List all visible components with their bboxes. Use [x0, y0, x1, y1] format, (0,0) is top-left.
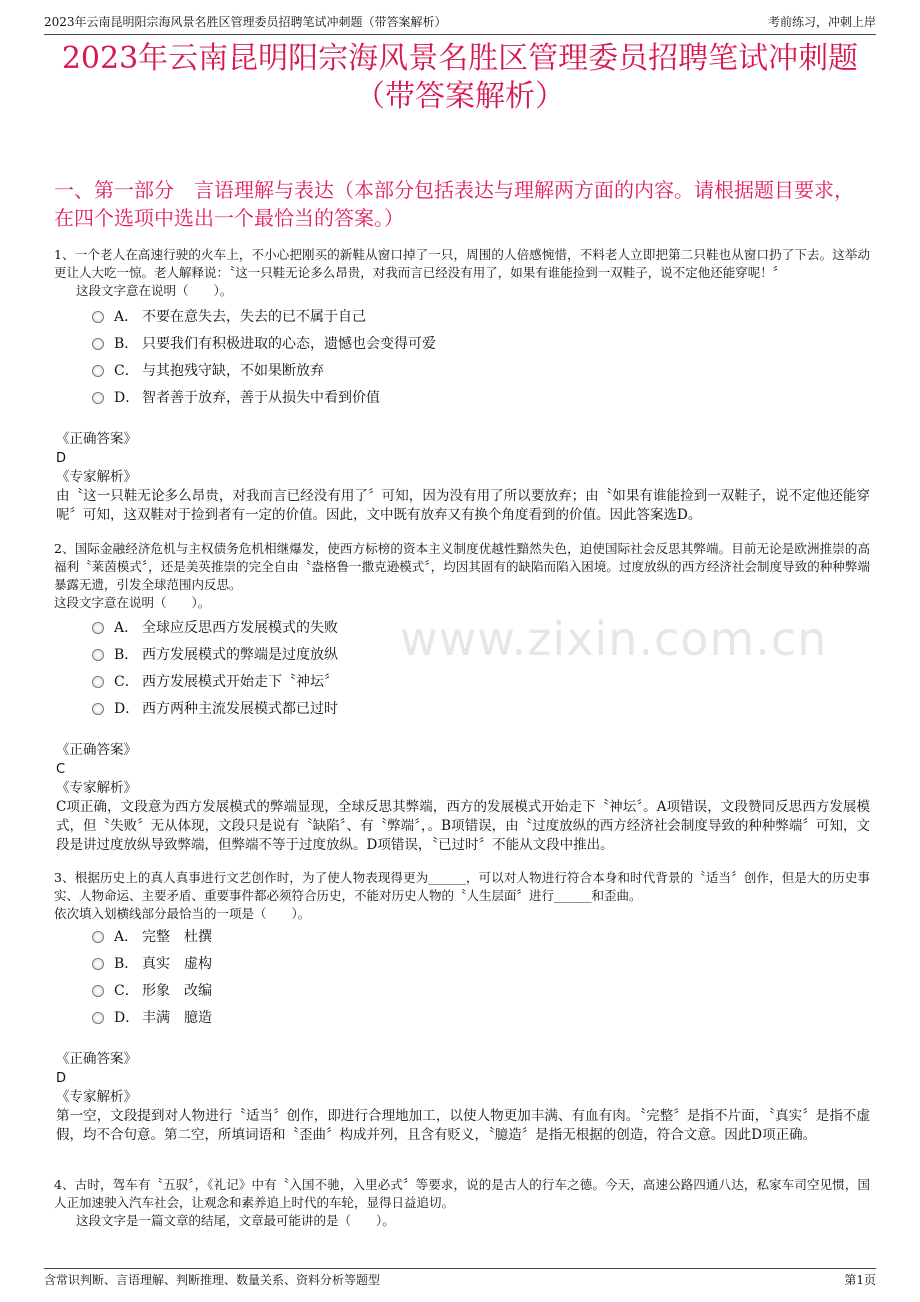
option-text: 与其抱残守缺，不如果断放弃	[142, 363, 324, 379]
radio-icon[interactable]	[92, 958, 104, 970]
radio-icon[interactable]	[92, 338, 104, 350]
option-c[interactable]: C． 西方发展模式开始走下〝神坛〞	[92, 669, 338, 696]
option-text: 形象 改编	[142, 983, 212, 999]
option-c[interactable]: C． 形象 改编	[92, 978, 212, 1005]
option-d[interactable]: D． 丰满 臆造	[92, 1005, 212, 1032]
footer-description: 含常识判断、言语理解、判断推理、数量关系、资料分析等题型	[44, 1273, 381, 1287]
radio-icon[interactable]	[92, 676, 104, 688]
section-heading: 一、第一部分 言语理解与表达（本部分包括表达与理解两方面的内容。请根据题目要求，在四个选项中选出一个最恰当的答案。）	[54, 178, 854, 230]
option-text: 不要在意失去，失去的已不属于自己	[142, 309, 366, 325]
radio-icon[interactable]	[92, 311, 104, 323]
watermark: www.zixin.com.cn	[400, 612, 828, 666]
option-text: 只要我们有积极进取的心态，遗憾也会变得可爱	[142, 336, 436, 352]
options-q1	[92, 304, 436, 412]
correct-answer: D	[56, 1071, 67, 1086]
option-c[interactable]: C． 与其抱残守缺，不如果断放弃	[92, 358, 436, 385]
expert-analysis: 由〝这一只鞋无论多么昂贵，对我而言已经没有用了〞可知，因为没有用了所以要放弃；由〝如果有谁能捡到一双鞋子，说不定他还能穿呢〞可知，这双鞋对于捡到者有一定的价值。因此，文中既有放弃又有换个角度看到的价值。因此答案选D。	[56, 488, 870, 523]
page-footer	[44, 1268, 876, 1291]
question-1	[54, 246, 870, 300]
question-prompt: 依次填入划横线部分最恰当的一项是（ ）。	[54, 906, 311, 921]
radio-icon[interactable]	[92, 622, 104, 634]
answer-block-q1	[56, 430, 870, 525]
option-b[interactable]: B． 只要我们有积极进取的心态，遗憾也会变得可爱	[92, 331, 436, 358]
radio-icon[interactable]	[92, 931, 104, 943]
header-doc-title: 2023年云南昆明阳宗海风景名胜区管理委员招聘笔试冲刺题（带答案解析）	[44, 15, 447, 29]
correct-answer: C	[56, 762, 66, 777]
page-title-line2: （带答案解析）	[355, 79, 565, 114]
question-stem: 2、国际金融经济危机与主权债务危机相继爆发，使西方标榜的资本主义制度优越性黯然失色，迫使国际社会反思其弊端。目前无论是欧洲推崇的高福利〝莱茵模式〞，还是美英推崇的完全自由〝盎格鲁一撒克逊模式〞，均因其固有的缺陷而陷入困境。过度放纵的西方经济社会制度导致的种种弊端暴露无遗，引发全球范围内反思。	[54, 541, 870, 592]
page-title	[40, 40, 880, 116]
radio-icon[interactable]	[92, 365, 104, 377]
option-b[interactable]: B． 西方发展模式的弊端是过度放纵	[92, 642, 338, 669]
expert-analysis-label: 《专家解析》	[56, 780, 137, 796]
option-text: 西方两种主流发展模式都已过时	[142, 701, 338, 717]
option-a[interactable]: A． 完整 杜撰	[92, 924, 212, 951]
radio-icon[interactable]	[92, 1012, 104, 1024]
option-a[interactable]: A． 全球应反思西方发展模式的失败	[92, 615, 338, 642]
question-2	[54, 540, 870, 612]
correct-answer: D	[56, 451, 67, 466]
page-number: 第1页	[844, 1273, 876, 1287]
header-slogan: 考前练习，冲刺上岸	[767, 15, 876, 29]
option-text: 西方发展模式的弊端是过度放纵	[142, 647, 338, 663]
page-title-line1: 2023年云南昆明阳宗海风景名胜区管理委员招聘笔试冲刺题	[61, 41, 859, 76]
question-stem: 3、根据历史上的真人真事进行文艺创作时，为了使人物表现得更为______，可以对人物进行符合本身和时代背景的〝适当〞创作，但是大的历史事实、人物命运、主要矛盾、重要事件都必须符合历史，不能对历史人物的〝人生层面〞进行______和歪曲。	[54, 870, 870, 903]
options-q2	[92, 615, 338, 723]
correct-answer-label: 《正确答案》	[56, 1051, 137, 1067]
options-q3	[92, 924, 212, 1032]
radio-icon[interactable]	[92, 703, 104, 715]
question-3	[54, 869, 870, 923]
option-b[interactable]: B． 真实 虚构	[92, 951, 212, 978]
correct-answer-label: 《正确答案》	[56, 431, 137, 447]
question-prompt: 这段文字是一篇文章的结尾，文章最可能讲的是（ ）。	[76, 1213, 395, 1228]
page-header	[44, 10, 876, 35]
option-text: 完整 杜撰	[142, 929, 212, 945]
radio-icon[interactable]	[92, 392, 104, 404]
radio-icon[interactable]	[92, 649, 104, 661]
question-stem: 1、一个老人在高速行驶的火车上，不小心把刚买的新鞋从窗口掉了一只，周围的人倍感惋惜，不料老人立即把第二只鞋也从窗口扔了下去。这举动更让人大吃一惊。老人解释说：〝这一只鞋无论多么昂贵，对我而言已经没有用了，如果有谁能捡到一双鞋子，说不定他还能穿呢！〞	[54, 247, 870, 280]
option-a[interactable]: A． 不要在意失去，失去的已不属于自己	[92, 304, 436, 331]
option-text: 智者善于放弃，善于从损失中看到价值	[142, 390, 380, 406]
question-prompt: 这段文字意在说明（ ）。	[54, 595, 211, 610]
option-text: 西方发展模式开始走下〝神坛〞	[142, 674, 338, 690]
option-d[interactable]: D． 智者善于放弃，善于从损失中看到价值	[92, 385, 436, 412]
expert-analysis-label: 《专家解析》	[56, 469, 137, 485]
option-d[interactable]: D． 西方两种主流发展模式都已过时	[92, 696, 338, 723]
question-4	[54, 1176, 870, 1230]
answer-block-q2	[56, 741, 870, 855]
option-text: 丰满 臆造	[142, 1010, 212, 1026]
question-prompt: 这段文字意在说明（ ）。	[76, 283, 233, 298]
radio-icon[interactable]	[92, 985, 104, 997]
expert-analysis: 第一空，文段提到对人物进行〝适当〞创作，即进行合理地加工，以使人物更加丰满、有血有肉。〝完整〞是指不片面，〝真实〞是指不虚假，均不合句意。第二空，所填词语和〝歪曲〞构成并列，且含有贬义，〝臆造〞是指无根据的创造，符合文意。因此D项正确。	[56, 1108, 870, 1143]
answer-block-q3	[56, 1050, 870, 1145]
question-stem: 4、古时，驾车有〝五驭〞，《礼记》中有〝入国不驰，入里必式〞等要求，说的是古人的行车之德。今天，高速公路四通八达，私家车司空见惯，国人正加速驶入汽车社会，让观念和素养追上时代的车轮，显得日益追切。	[54, 1177, 870, 1210]
expert-analysis: C项正确，文段意为西方发展模式的弊端显现，全球反思其弊端，西方的发展模式开始走下〝神坛〞。A项错误，文段赞同反思西方发展模式，但〝失败〞无从体现，文段只是说有〝缺陷〞、有〝弊端〞，。B项错误，由〝过度放纵的西方经济社会制度导致的种种弊端〞可知，文段是讲过度放纵导致弊端，但弊端不等于过度放纵。D项错误，〝已过时〞不能从文段中推出。	[56, 799, 870, 853]
expert-analysis-label: 《专家解析》	[56, 1089, 137, 1105]
correct-answer-label: 《正确答案》	[56, 742, 137, 758]
option-text: 全球应反思西方发展模式的失败	[142, 620, 338, 636]
option-text: 真实 虚构	[142, 956, 212, 972]
